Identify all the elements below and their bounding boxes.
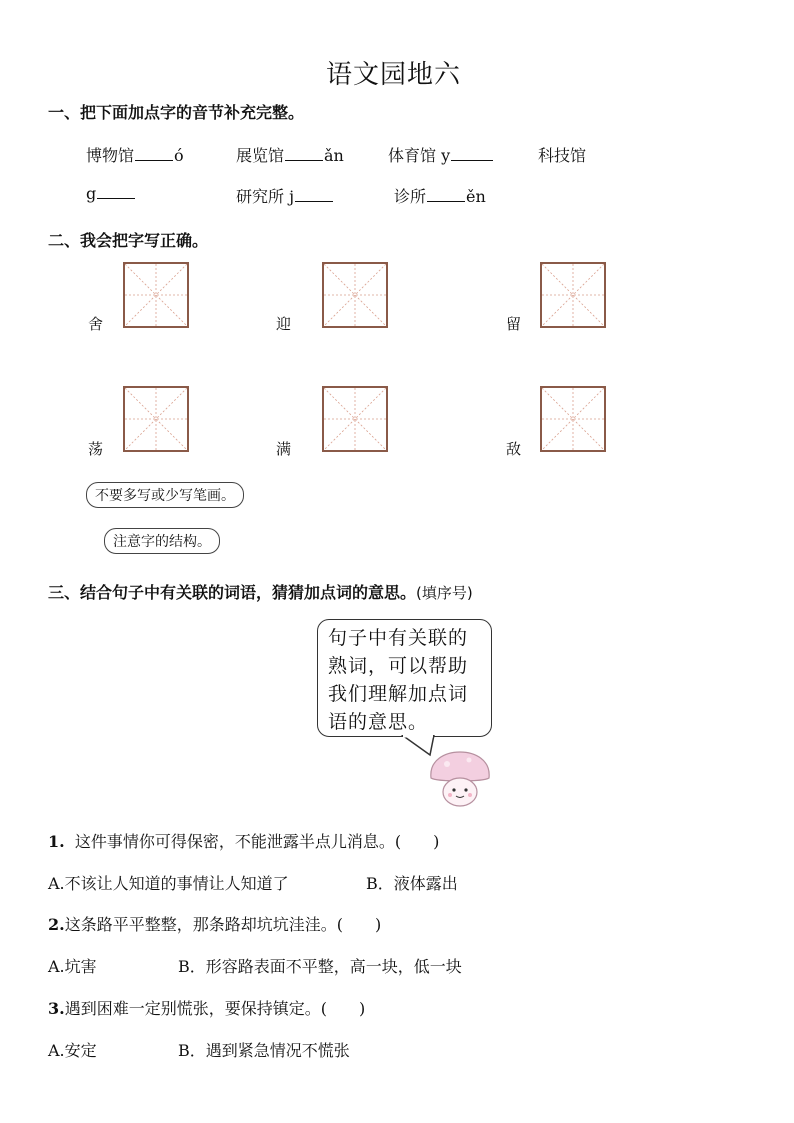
practice-char: 迎 (276, 315, 292, 333)
section3-heading-note: (填序号) (416, 584, 473, 602)
pinyin-item-word: 体育馆 y (388, 146, 451, 165)
writing-grid[interactable] (322, 386, 388, 452)
question-number: 1. (48, 832, 65, 851)
tip-bubble: 不要多写或少写笔画。 (86, 482, 244, 508)
speech-bubble (317, 619, 492, 737)
question-text: 这条路平平整整，那条路却坑坑洼洼。( ) (64, 915, 382, 934)
option-a: A.坑害 (48, 957, 97, 976)
question-2 (48, 912, 381, 935)
question-3 (48, 996, 365, 1019)
grid-guide-lines (125, 388, 187, 450)
writing-grid[interactable] (123, 262, 189, 328)
question-text: 这件事情你可得保密，不能泄露半点儿消息。( ) (74, 832, 440, 851)
speech-text: 句子中有关联的熟词，可以帮助我们理解加点词语的意思。 (328, 627, 469, 733)
section1-heading: 一、把下面加点字的音节补充完整。 (48, 103, 305, 122)
section3-heading-text: 三、结合句子中有关联的词语，猜猜加点词的意思。 (48, 583, 417, 602)
grid-guide-lines (324, 264, 386, 326)
pinyin-item-word: 科技馆 (538, 146, 587, 165)
page-title: 语文园地六 (326, 60, 462, 90)
writing-grid[interactable] (123, 386, 189, 452)
answer-blank[interactable] (295, 187, 333, 202)
practice-char: 敌 (506, 440, 522, 458)
section2-heading: 二、我会把字写正确。 (48, 231, 209, 250)
pinyin-item (86, 184, 136, 203)
answer-blank[interactable] (451, 146, 493, 161)
writing-grid[interactable] (540, 262, 606, 328)
pinyin-item (236, 143, 344, 166)
practice-char: 满 (276, 440, 292, 458)
option-a: A.安定 (48, 1041, 97, 1060)
pinyin-item-word: 博物馆 (86, 146, 135, 165)
grid-guide-lines (324, 388, 386, 450)
pinyin-item (236, 184, 334, 207)
pinyin-item-suffix: ǎn (324, 146, 344, 165)
answer-blank[interactable] (427, 187, 465, 202)
answer-blank[interactable] (285, 146, 323, 161)
question-number: 2. (48, 915, 65, 934)
option-b: B．遇到紧急情况不慌张 (178, 1041, 350, 1060)
practice-char: 留 (506, 315, 522, 333)
pinyin-item-suffix: ó (174, 146, 184, 165)
pinyin-item-word: 研究所 j (236, 187, 295, 206)
option-b: B．形容路表面不平整，高一块，低一块 (178, 957, 462, 976)
pinyin-item (538, 143, 586, 166)
pinyin-item (394, 184, 486, 207)
writing-grid[interactable] (540, 386, 606, 452)
writing-grid[interactable] (322, 262, 388, 328)
option-a: A.不该让人知道的事情让人知道了 (48, 874, 289, 893)
section3-heading (48, 580, 473, 603)
pinyin-item (86, 143, 184, 166)
pinyin-item (388, 143, 494, 166)
tip-bubble: 注意字的结构。 (104, 528, 220, 554)
practice-char: 舍 (88, 315, 104, 333)
grid-guide-lines (125, 264, 187, 326)
question-number: 3. (48, 999, 65, 1018)
question-text: 遇到困难一定别慌张，要保持镇定。( ) (64, 999, 366, 1018)
grid-guide-lines (542, 388, 604, 450)
pinyin-item-word: g (86, 184, 97, 203)
pinyin-item-word: 展览馆 (236, 146, 285, 165)
practice-char: 荡 (88, 440, 104, 458)
answer-blank[interactable] (135, 146, 173, 161)
pinyin-item-word: 诊所 (394, 187, 427, 206)
question-1 (48, 829, 439, 852)
mushroom-mascot-icon (425, 750, 495, 808)
option-b: B．液体露出 (366, 874, 458, 893)
grid-guide-lines (542, 264, 604, 326)
answer-blank[interactable] (97, 184, 135, 199)
pinyin-item-suffix: ěn (466, 187, 486, 206)
